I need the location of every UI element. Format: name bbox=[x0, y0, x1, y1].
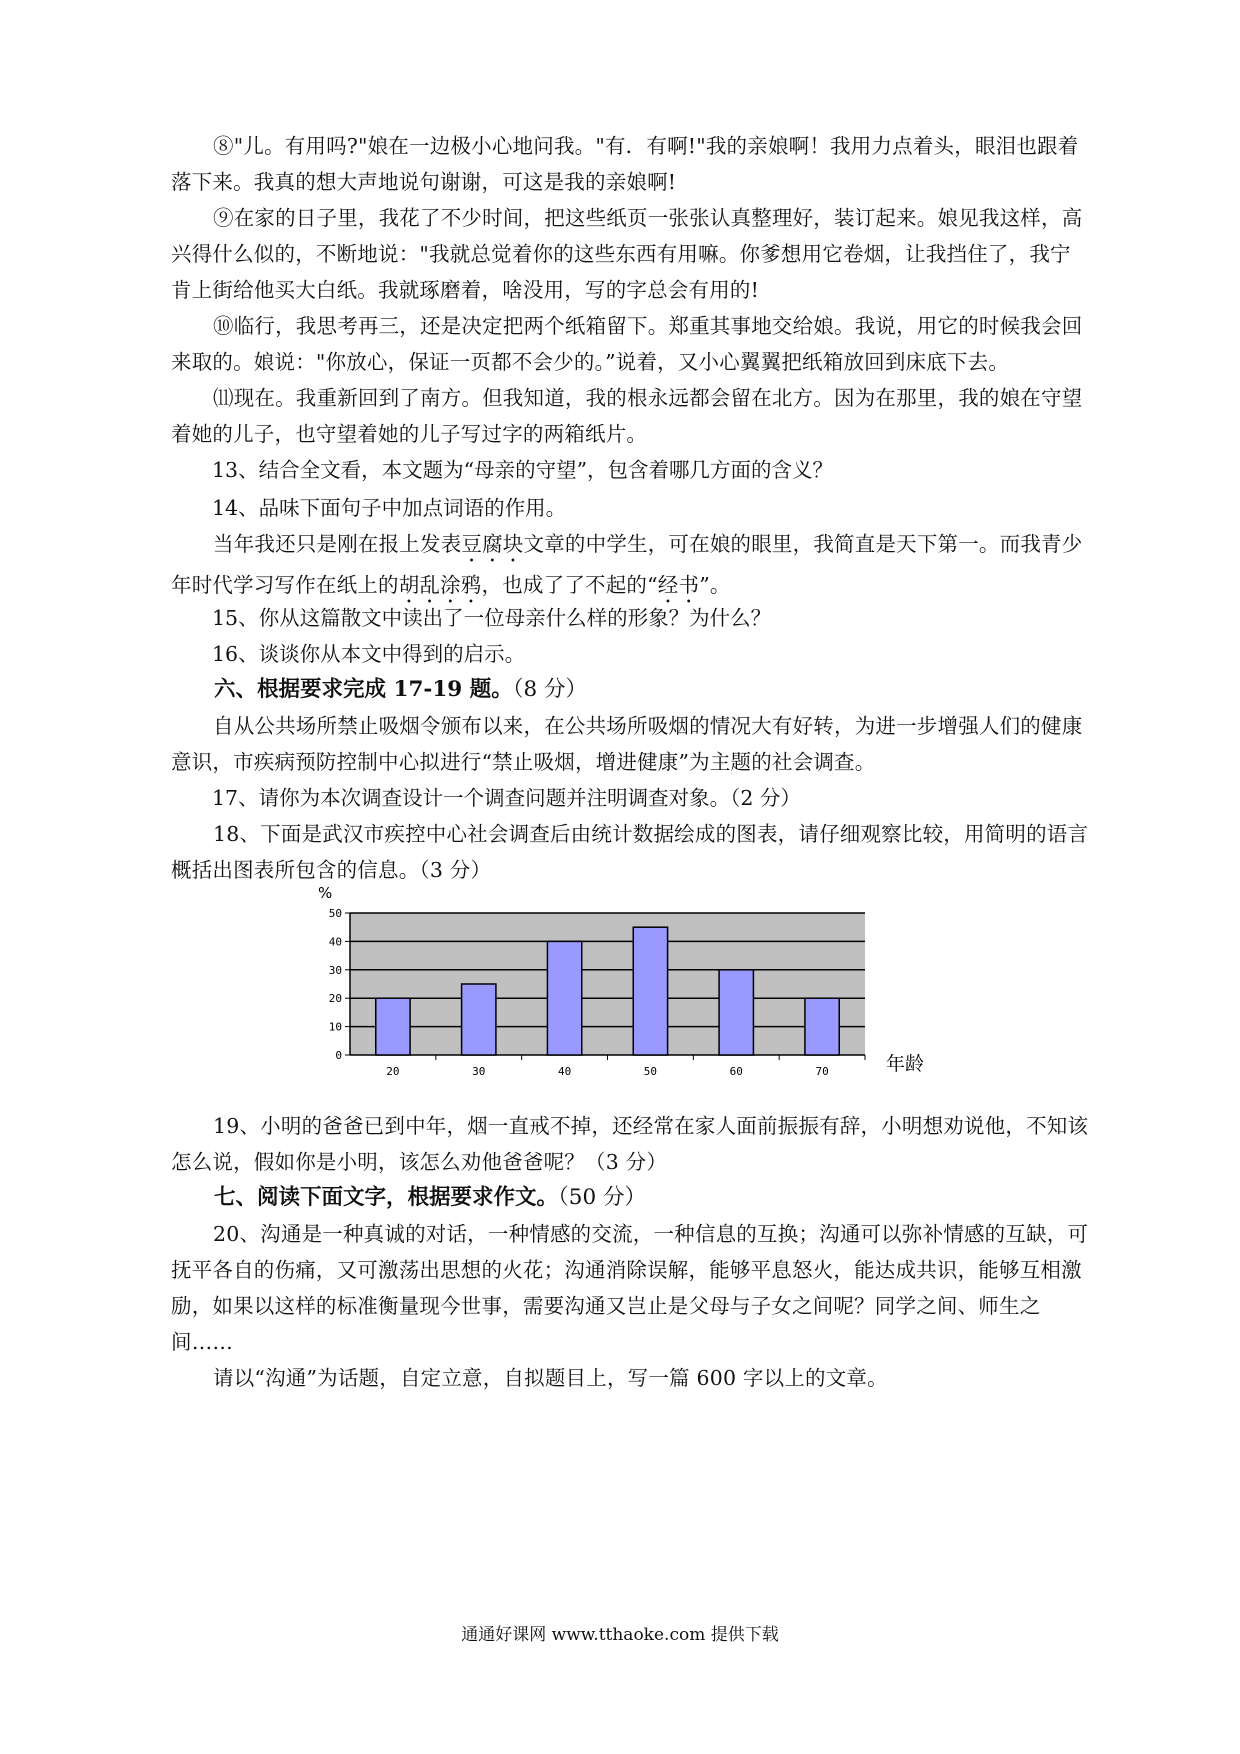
section-7-heading bbox=[214, 1180, 646, 1216]
y-tick-label: 0 bbox=[335, 1049, 342, 1062]
x-tick-label: 20 bbox=[386, 1065, 400, 1078]
page-footer: 通通好课网 www.tthaoke.com 提供下载 bbox=[461, 1625, 779, 1645]
sentence-part-a: 当年我还只是刚在报上发表 bbox=[213, 532, 462, 556]
paragraph-8: ⑧"儿。有用吗?"娘在一边极小心地问我。"有．有啊!"我的亲娘啊！我用力点着头，眼泪也跟着落下来。我真的想大声地说句谢谢，可这是我的亲娘啊! bbox=[171, 134, 1079, 194]
section-6-score: （8 分） bbox=[512, 677, 587, 702]
bar bbox=[376, 998, 410, 1055]
section-6-title: 六、根据要求完成 17-19 题。 bbox=[214, 677, 513, 702]
essay-instruction: 请以“沟通”为话题，自定立意，自拟题目上，写一篇 600 字以上的文章。 bbox=[213, 1366, 888, 1390]
question-14-sentence bbox=[171, 526, 1091, 608]
question-17: 17、请你为本次调查设计一个调查问题并注明调查对象。（2 分） bbox=[212, 786, 801, 810]
x-tick-label: 60 bbox=[729, 1065, 743, 1078]
sentence-part-d: ”。 bbox=[699, 573, 731, 597]
paragraph-9: ⑨在家的日子里，我花了不少时间，把这些纸页一张张认真整理好，装订起来。娘见我这样，高兴得什么似的，不断地说："我就总觉着你的这些东西有用嘛。你爹想用它卷烟，让我挡住了，我宁肯上街给他买大白纸。我就琢磨着，啥没用，写的字总会有用的! bbox=[171, 206, 1083, 302]
y-axis-label: % bbox=[318, 884, 333, 902]
x-tick-label: 50 bbox=[643, 1065, 658, 1078]
bar bbox=[547, 941, 581, 1055]
x-tick-label: 40 bbox=[557, 1065, 572, 1078]
section-7-title: 七、阅读下面文字，根据要求作文。 bbox=[214, 1185, 559, 1210]
sentence-part-b: 文章的中学生，可在娘的眼里，我简直是天下第一。而我青少年时代学习写作在纸上的 bbox=[171, 532, 1083, 597]
y-tick-label: 30 bbox=[328, 963, 342, 977]
paragraph-11: ⑾现在。我重新回到了南方。但我知道，我的根永远都会留在北方。因为在那里，我的娘在守望着她的儿子，也守望着她的儿子写过字的两箱纸片。 bbox=[171, 386, 1083, 446]
question-20: 20、沟通是一种真诚的对话，一种情感的交流，一种信息的互换；沟通可以弥补情感的互缺，可抚平各自的伤痛，又可激荡出思想的火花；沟通消除误解，能够平息怒火，能达成共识，能够互相激励，如果以这样的标准衡量现今世事，需要沟通又岂止是父母与子女之间呢？同学之间、师生之间…… bbox=[171, 1222, 1089, 1354]
dotted-word-jingshu: 经书 bbox=[657, 573, 700, 597]
bar bbox=[633, 927, 667, 1055]
question-18: 18、下面是武汉市疾控中心社会调查后由统计数据绘成的图表，请仔细观察比较，用简明的语言概括出图表所包含的信息。（3 分） bbox=[171, 822, 1089, 882]
x-axis-label: 年龄 bbox=[886, 1053, 925, 1075]
sentence-part-c: ，也成了了不起的“ bbox=[481, 573, 658, 597]
age-smoking-bar-chart bbox=[310, 880, 930, 1090]
bar bbox=[805, 998, 839, 1055]
y-tick-label: 20 bbox=[328, 992, 342, 1006]
section-6-intro: 自从公共场所禁止吸烟令颁布以来，在公共场所吸烟的情况大有好转，为进一步增强人们的健康意识，市疾病预防控制中心拟进行“禁止吸烟，增进健康”为主题的社会调查。 bbox=[171, 714, 1083, 774]
x-tick-label: 70 bbox=[815, 1065, 829, 1078]
y-tick-label: 40 bbox=[328, 935, 342, 949]
section-6-heading bbox=[214, 672, 587, 708]
y-tick-label: 50 bbox=[328, 907, 342, 920]
paragraph-10: ⑩临行，我思考再三，还是决定把两个纸箱留下。郑重其事地交给娘。我说，用它的时候我会回来取的。娘说："你放心，保证一页都不会少的。”说着，又小心翼翼把纸箱放回到床底下去。 bbox=[171, 314, 1083, 374]
x-tick-label: 30 bbox=[472, 1065, 486, 1078]
plot-area bbox=[350, 913, 865, 1055]
dotted-word-huluantuya: 胡乱涂鸦 bbox=[398, 573, 482, 597]
bar bbox=[719, 970, 753, 1055]
dotted-word-doufukuai: 豆腐块 bbox=[461, 532, 524, 556]
question-19: 19、小明的爸爸已到中年，烟一直戒不掉，还经常在家人面前振振有辞，小明想劝说他，不知该怎么说，假如你是小明，该怎么劝他爸爸呢？（3 分） bbox=[171, 1114, 1089, 1174]
question-15: 15、你从这篇散文中读出了一位母亲什么样的形象？为什么？ bbox=[212, 606, 772, 630]
question-14: 14、品味下面句子中加点词语的作用。 bbox=[212, 496, 567, 520]
section-7-score: （50 分） bbox=[558, 1185, 646, 1210]
question-16: 16、谈谈你从本文中得到的启示。 bbox=[212, 642, 526, 666]
bar bbox=[462, 984, 496, 1055]
y-tick-label: 10 bbox=[328, 1020, 342, 1034]
question-13: 13、结合全文看，本文题为“母亲的守望”，包含着哪几方面的含义？ bbox=[212, 458, 834, 482]
